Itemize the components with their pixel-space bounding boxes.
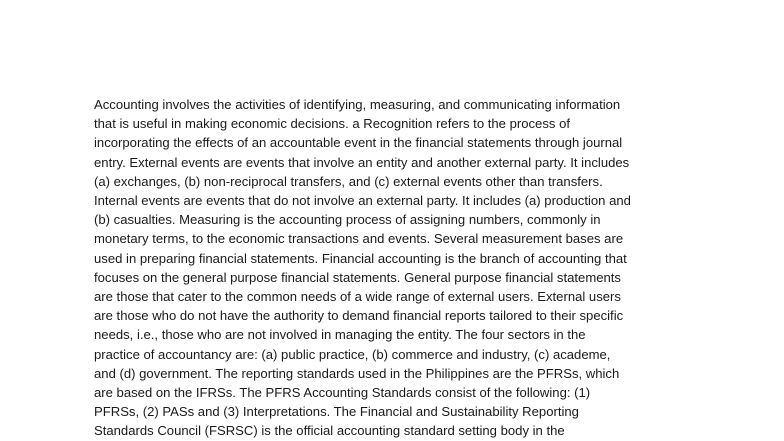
text-line: needs, i.e., those who are not involved in managing the entity. The four sectors in the bbox=[94, 327, 586, 343]
text-line: Internal events are events that do not involve an external party. It includes (a) production and bbox=[94, 193, 631, 209]
text-line: incorporating the effects of an accountable event in the financial statements through journal bbox=[94, 135, 623, 151]
text-line: PFRSs, (2) PASs and (3) Interpretations. The Financial and Sustainability Reporting bbox=[94, 404, 579, 420]
text-line: entry. External events are events that involve an entity and another external party. It includes bbox=[94, 154, 630, 170]
text-line: and (d) government. The reporting standards used in the Philippines are the PFRSs, which bbox=[94, 365, 620, 381]
text-line: practice of accountancy are: (a) public practice, (b) commerce and industry, (c) academe, bbox=[94, 346, 611, 362]
text-line: Standards Council (FSRSC) is the official accounting standard setting body in the bbox=[94, 423, 565, 439]
text-line: (b) casualties. Measuring is the accounting process of assigning numbers, commonly in bbox=[94, 212, 601, 228]
text-line: focuses on the general purpose financial statements. General purpose financial statements bbox=[94, 269, 621, 285]
text-line: are those who do not have the authority to demand financial reports tailored to their specific bbox=[94, 308, 624, 324]
text-line: monetary terms, to the economic transactions and events. Several measurement bases are bbox=[94, 231, 624, 247]
text-line: are those that cater to the common needs of a wide range of external users. External users bbox=[94, 289, 621, 305]
text-line: are based on the IFRSs. The PFRS Accounting Standards consist of the following: (1) bbox=[94, 385, 591, 401]
document-body-paragraph bbox=[94, 95, 714, 441]
text-line: Accounting involves the activities of identifying, measuring, and communicating information bbox=[94, 97, 621, 112]
text-line: that is useful in making economic decisions. a Recognition refers to the process of bbox=[94, 116, 570, 132]
text-line: used in preparing financial statements. Financial accounting is the branch of accounting that bbox=[94, 250, 627, 266]
text-line: (a) exchanges, (b) non-reciprocal transfers, and (c) external events other than transfers. bbox=[94, 173, 603, 189]
